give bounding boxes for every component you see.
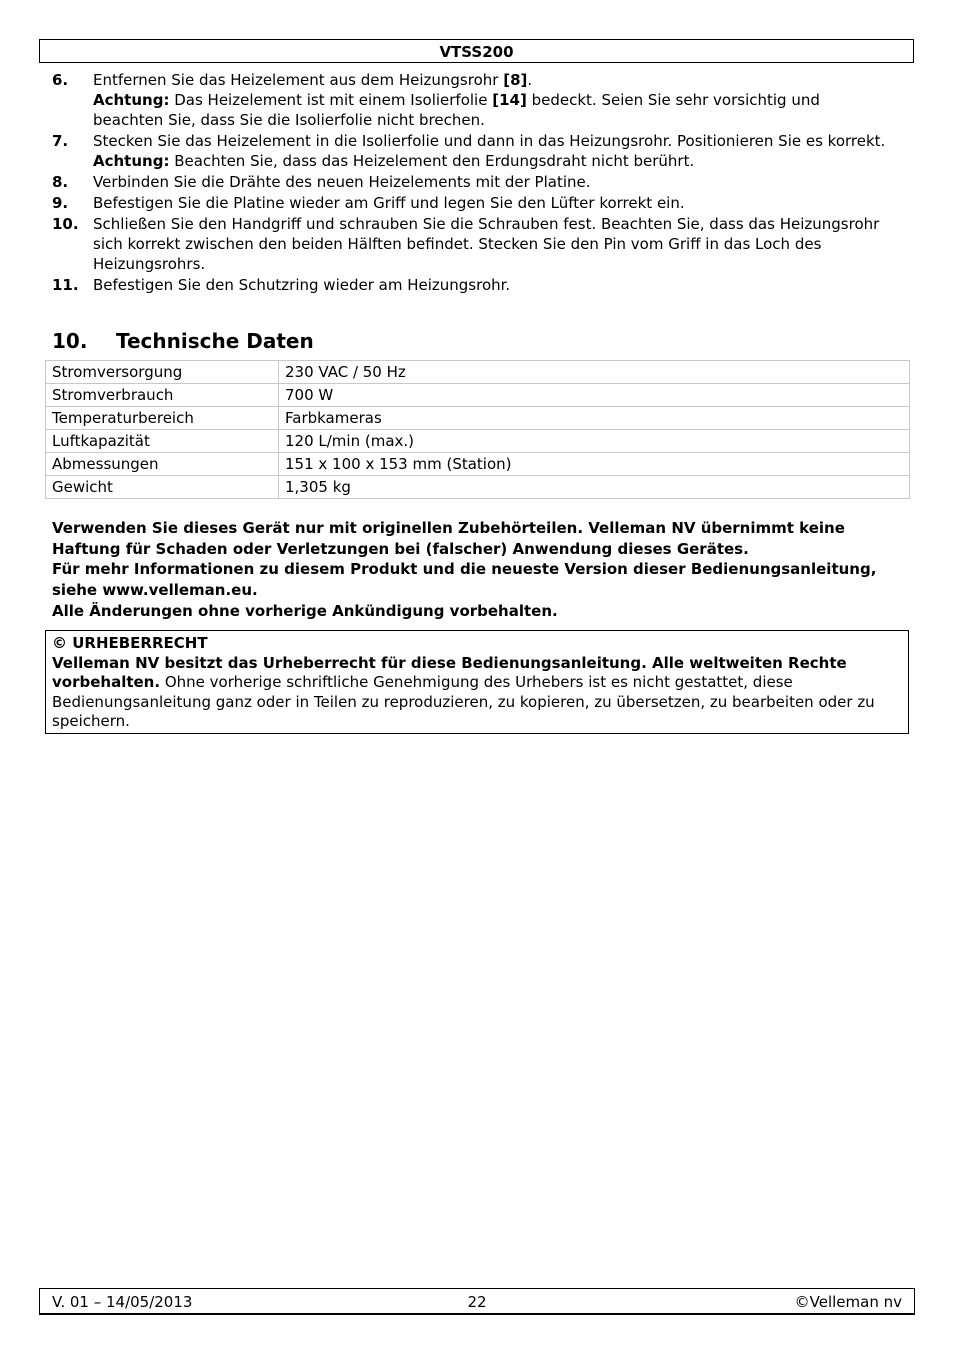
step-text: Befestigen Sie den Schutzring wieder am Heizungsrohr. [93, 276, 511, 294]
copyright-text [52, 654, 902, 732]
spec-key: Luftkapazität [46, 430, 279, 453]
section-heading [52, 328, 314, 354]
table-row [46, 407, 910, 430]
step-6 [52, 70, 892, 130]
spec-value: 230 VAC / 50 Hz [279, 361, 910, 384]
table-row [46, 453, 910, 476]
page-number: 22 [467, 1293, 487, 1311]
notice-more-info: Für mehr Informationen zu diesem Produkt und die neueste Version dieser Bedienungsanleitung, siehe www.velleman.eu. [52, 560, 877, 600]
step-text-part: . [527, 71, 533, 89]
spec-key: Stromverbrauch [46, 384, 279, 407]
spec-value: 700 W [279, 384, 910, 407]
step-text-part: Entfernen Sie das Heizelement aus dem Heizungsrohr [93, 71, 504, 89]
warning-label: Achtung: [93, 91, 170, 109]
step-text: Stecken Sie das Heizelement in die Isolierfolie und dann in das Heizungsrohr. Positionieren Sie es korrekt. [93, 132, 886, 150]
company-copyright: ©Velleman nv [794, 1293, 902, 1311]
notice-changes: Alle Änderungen ohne vorherige Ankündigung vorbehalten. [52, 601, 558, 620]
step-9 [52, 193, 892, 213]
step-warning [93, 90, 892, 130]
notice-accessories: Verwenden Sie dieses Gerät nur mit originellen Zubehörteilen. Velleman NV übernimmt keine Haftung für Schaden oder Verletzungen bei (falscher) Anwendung dieses Gerätes. [52, 519, 845, 558]
copyright-heading [52, 634, 902, 654]
section-number: 10. [52, 329, 88, 353]
spec-key: Gewicht [46, 476, 279, 499]
step-number: 8. [52, 173, 69, 191]
step-text: Verbinden Sie die Drähte des neuen Heizelements mit der Platine. [93, 173, 591, 191]
warning-text: Beachten Sie, dass das Heizelement den Erdungsdraht nicht berührt. [169, 152, 695, 170]
spec-key: Abmessungen [46, 453, 279, 476]
specifications-table [45, 360, 910, 499]
step-number: 11. [52, 276, 79, 294]
step-body [93, 70, 892, 130]
step-7 [52, 131, 892, 171]
spec-value: Farbkameras [279, 407, 910, 430]
copyright-body-text: Ohne vorherige schriftliche Genehmigung des Urhebers ist es nicht gestattet, diese Bedienungsanleitung ganz oder in Teilen zu reproduzieren, zu kopieren, zu übersetzen, zu bearbeiten oder zu speichern. [52, 673, 875, 730]
copyright-bold-text: Velleman NV besitzt das Urheberrecht für diese Bedienungsanleitung. Alle weltweiten Rechte vorbehalten. [52, 653, 847, 691]
table-row [46, 361, 910, 384]
step-text: Schließen Sie den Handgriff und schrauben Sie die Schrauben fest. Beachten Sie, dass das Heizungsrohr sich korrekt zwischen den beiden Hälften befindet. Stecken Sie den Pin vom Griff in das Loch des Heizungsrohrs. [93, 215, 880, 273]
spec-value: 120 L/min (max.) [279, 430, 910, 453]
step-10 [52, 214, 892, 274]
document-footer [39, 1288, 915, 1315]
step-text: Befestigen Sie die Platine wieder am Griff und legen Sie den Lüfter korrekt ein. [93, 194, 685, 212]
part-reference: [14] [492, 91, 527, 109]
instruction-steps [52, 70, 892, 296]
model-name: VTSS200 [439, 43, 514, 61]
table-row [46, 430, 910, 453]
section-title: Technische Daten [116, 329, 314, 353]
spec-value: 1,305 kg [279, 476, 910, 499]
step-number: 10. [52, 215, 79, 233]
table-row [46, 384, 910, 407]
copyright-heading-text: © URHEBERRECHT [52, 634, 208, 652]
step-11 [52, 275, 892, 295]
spec-key: Temperaturbereich [46, 407, 279, 430]
warning-text-part: Das Heizelement ist mit einem Isolierfolie [169, 91, 493, 109]
step-number: 6. [52, 71, 69, 89]
usage-notice [52, 518, 902, 622]
spec-value: 151 x 100 x 153 mm (Station) [279, 453, 910, 476]
step-number: 7. [52, 132, 69, 150]
document-header [39, 39, 914, 63]
copyright-box [45, 630, 909, 734]
step-text [93, 70, 892, 90]
table-row [46, 476, 910, 499]
part-reference: [8] [503, 71, 528, 89]
spec-key: Stromversorgung [46, 361, 279, 384]
step-warning [93, 151, 892, 171]
step-8 [52, 172, 892, 192]
warning-text-part: bedeckt. Seien Sie sehr vorsichtig und beachten Sie, dass Sie die Isolierfolie nicht brechen. [93, 91, 820, 129]
step-number: 9. [52, 194, 69, 212]
version-date: V. 01 – 14/05/2013 [52, 1293, 193, 1311]
warning-label: Achtung: [93, 152, 170, 170]
step-body [93, 131, 892, 171]
